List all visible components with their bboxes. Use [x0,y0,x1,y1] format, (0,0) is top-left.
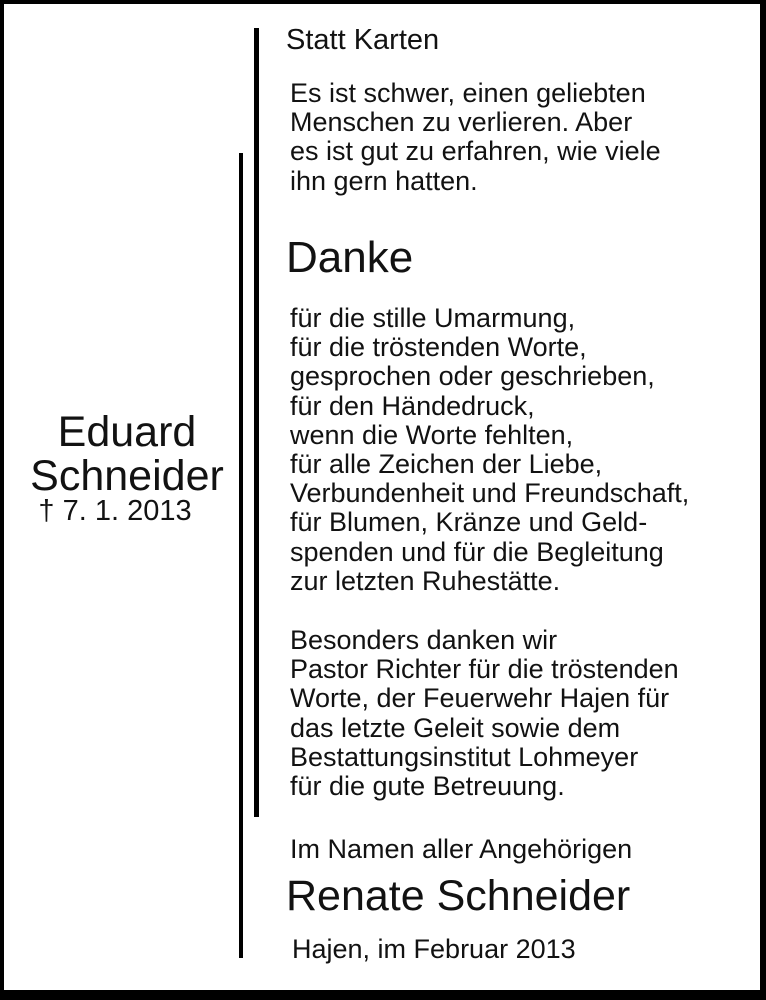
deceased-death-date: † 7. 1. 2013 [38,495,192,527]
intro-paragraph [290,79,661,196]
deceased-last-name: Schneider [30,452,224,500]
thanks-line: zur letzten Ruhestätte. [290,565,561,596]
vertical-divider-right [254,28,259,817]
thanks-line: für die tröstenden Worte, [290,332,587,363]
thanks-line: für Blumen, Kränze und Geld- [290,507,648,538]
thanks-line: spenden und für die Begleitung [290,536,664,567]
special-thanks-paragraph [290,626,679,801]
special-thanks-line: Pastor Richter für die tröstenden [290,654,679,685]
thanks-paragraph [290,304,689,596]
special-thanks-line: Worte, der Feuerwehr Hajen für [290,683,670,714]
special-thanks-line: das letzte Geleit sowie dem [290,712,621,743]
danke-heading: Danke [286,233,414,282]
thanks-line: für die stille Umarmung, [290,303,576,333]
thanks-line: wenn die Worte fehlten, [290,419,574,450]
deceased-name-block [11,410,243,528]
deceased-first-name: Eduard [57,408,197,456]
place-date-line: Hajen, im Februar 2013 [292,934,576,964]
thanks-line: Verbundenheit und Freundschaft, [290,478,690,509]
thanks-line: gesprochen oder geschrieben, [290,361,655,392]
on-behalf-line: Im Namen aller Angehörigen [290,834,633,864]
special-thanks-line: Bestattungsinstitut Lohmeyer [290,741,639,772]
intro-line: ihn gern hatten. [290,165,478,196]
special-thanks-line: für die gute Betreuung. [290,771,565,802]
intro-line: es ist gut zu erfahren, wie viele [290,136,661,167]
intro-line: Es ist schwer, einen geliebten [290,78,646,108]
thanks-line: für den Händedruck, [290,390,535,421]
intro-line: Menschen zu verlieren. Aber [290,107,633,138]
thanks-line: für alle Zeichen der Liebe, [290,449,603,480]
signature-name: Renate Schneider [286,872,631,920]
vertical-divider-left [239,153,243,958]
special-thanks-line: Besonders danken wir [290,625,558,655]
statt-karten-header: Statt Karten [286,24,440,56]
